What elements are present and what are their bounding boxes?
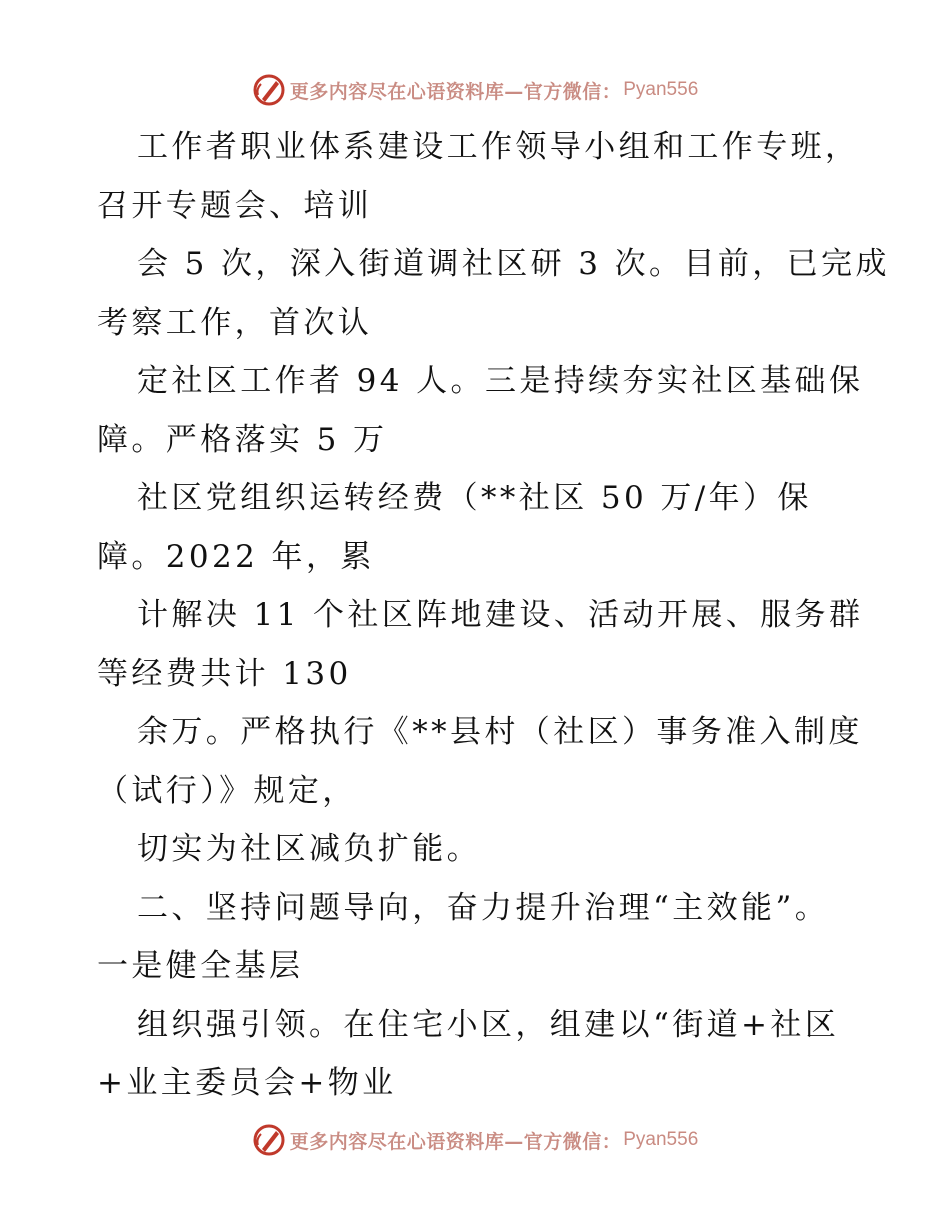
watermark-contact: Pyan556: [623, 1129, 699, 1150]
pen-logo-icon: [252, 1123, 286, 1157]
text-line: 障。2022 年，累: [97, 538, 375, 575]
text-line: 定社区工作者 94 人。三是持续夯实社区基础保: [137, 363, 864, 399]
watermark-text: 更多内容尽在心语资料库—官方微信：: [289, 80, 622, 103]
footer-watermark: [0, 1120, 950, 1160]
text-line: 会 5 次，深入街道调社区研 3 次。目前，已完成: [137, 246, 890, 282]
text-line: 等经费共计 130: [97, 655, 352, 692]
text-line: 工作者职业体系建设工作领导小组和工作专班，: [137, 129, 860, 165]
text-line: 组织强引领。在住宅小区，组建以“街道+社区: [137, 1006, 840, 1043]
pen-logo-icon: [252, 73, 286, 107]
document-body: [97, 118, 890, 1113]
text-line: +业主委员会+物业: [97, 1065, 397, 1101]
text-line: 余万。严格执行《**县村（社区）事务准入制度: [137, 714, 863, 750]
text-line: （试行）》规定，: [97, 772, 357, 809]
text-line: 考察工作，首次认: [97, 304, 373, 341]
text-line: 计解决 11 个社区阵地建设、活动开展、服务群: [137, 597, 864, 633]
text-line: 障。严格落实 5 万: [97, 421, 388, 458]
text-line: 召开专题会、培训: [97, 187, 373, 224]
header-watermark: [0, 70, 950, 110]
text-line: 切实为社区减负扩能。: [137, 831, 481, 867]
section-heading-line: 二、坚持问题导向，奋力提升治理“主效能”。: [137, 889, 830, 926]
watermark-text: 更多内容尽在心语资料库—官方微信：: [289, 1130, 622, 1153]
text-line: 社区党组织运转经费（**社区 50 万/年）保: [137, 480, 812, 516]
watermark-contact: Pyan556: [623, 79, 699, 100]
text-line: 一是健全基层: [97, 948, 304, 984]
